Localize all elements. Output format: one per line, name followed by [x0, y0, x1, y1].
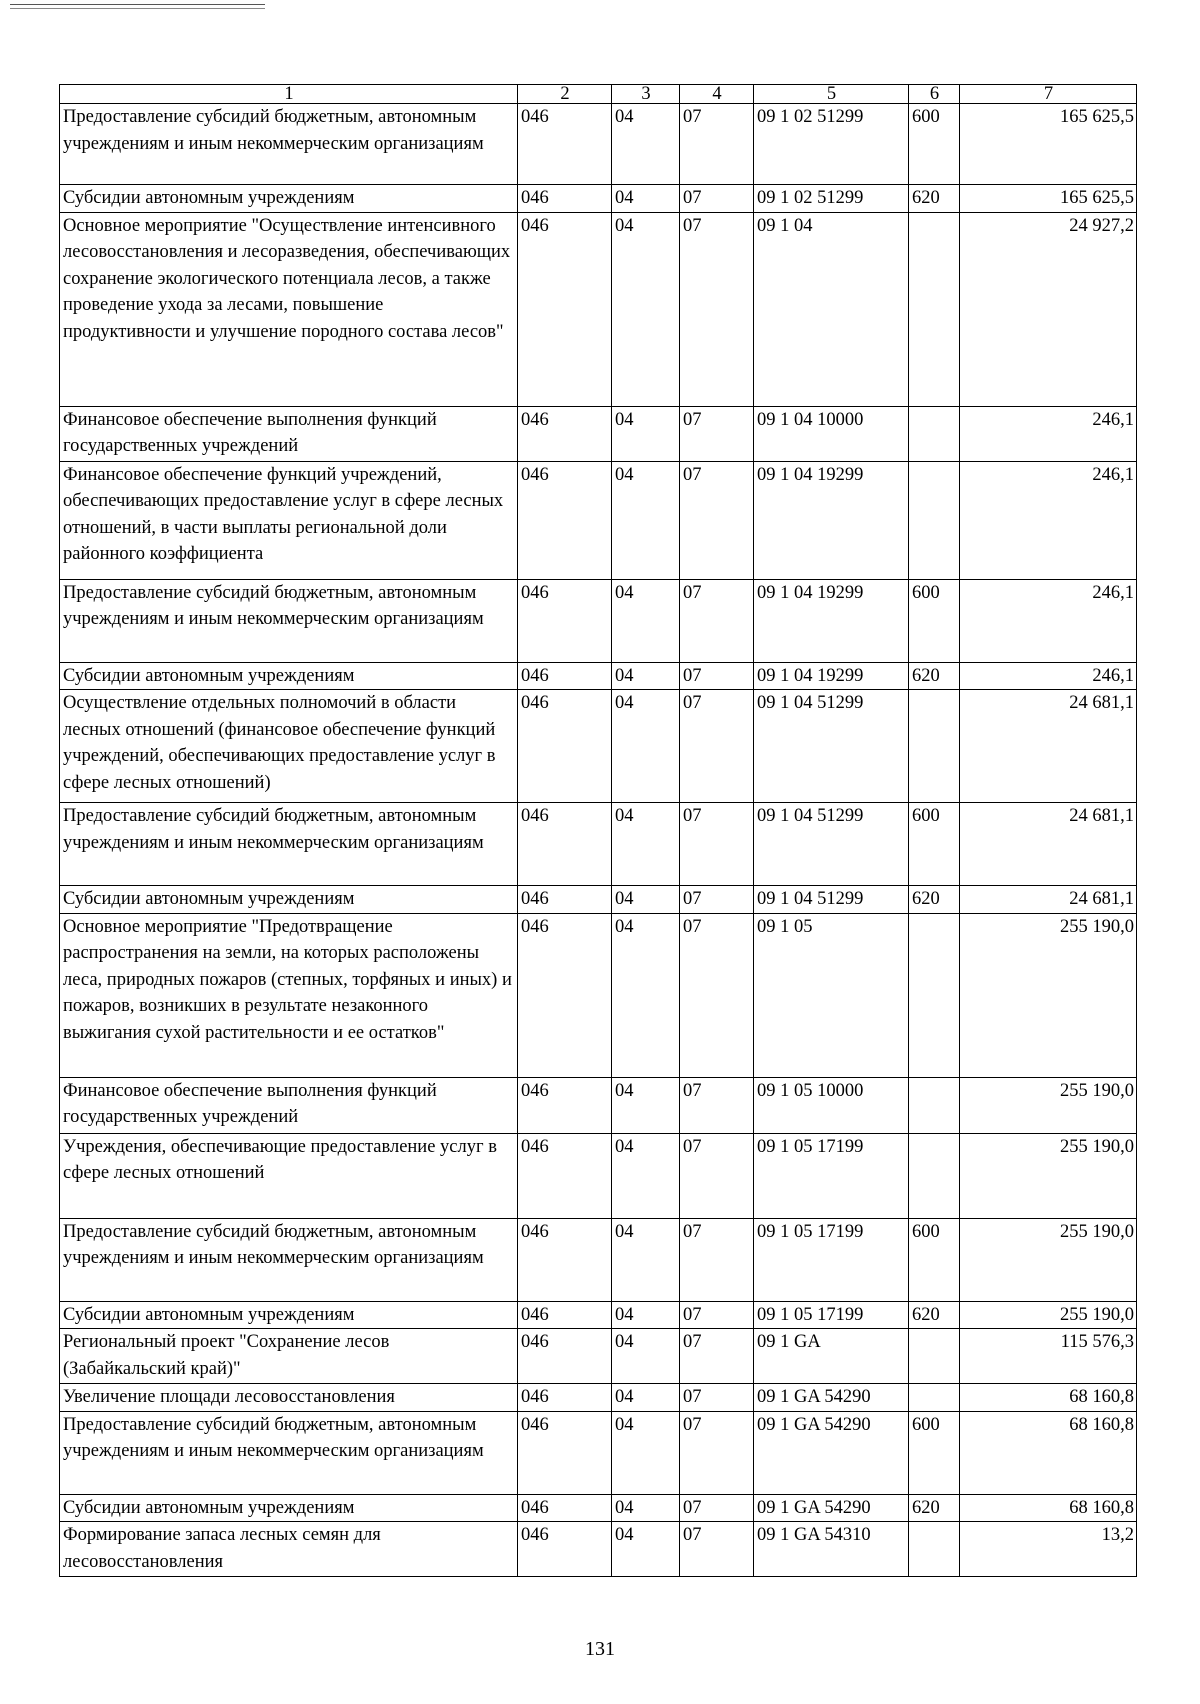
row-expense-type: 600	[909, 1411, 960, 1494]
row-subsection-code: 07	[680, 1411, 754, 1494]
table-row	[60, 104, 1137, 185]
row-section-code: 04	[612, 1522, 680, 1577]
row-section-code: 04	[612, 1494, 680, 1522]
row-amount: 246,1	[960, 461, 1137, 579]
column-header: 5	[754, 85, 909, 104]
row-name: Финансовое обеспечение выполнения функций государственных учреждений	[60, 406, 518, 461]
row-target-code: 09 1 GA 54310	[754, 1522, 909, 1577]
row-expense-type: 620	[909, 185, 960, 213]
row-ministry-code: 046	[518, 212, 612, 406]
row-subsection-code: 07	[680, 185, 754, 213]
column-header: 3	[612, 85, 680, 104]
row-subsection-code: 07	[680, 406, 754, 461]
row-subsection-code: 07	[680, 913, 754, 1077]
row-target-code: 09 1 04 51299	[754, 690, 909, 803]
row-ministry-code: 046	[518, 1218, 612, 1301]
row-section-code: 04	[612, 1329, 680, 1384]
page-number: 131	[585, 1638, 615, 1660]
row-ministry-code: 046	[518, 185, 612, 213]
row-section-code: 04	[612, 1411, 680, 1494]
row-subsection-code: 07	[680, 1077, 754, 1133]
table-row	[60, 913, 1137, 1077]
row-name: Финансовое обеспечение функций учреждений, обеспечивающих предоставление услуг в сфере лесных отношений, в части выплаты региональной доли районного коэффициента	[60, 461, 518, 579]
column-header: 7	[960, 85, 1137, 104]
row-amount: 255 190,0	[960, 913, 1137, 1077]
table-row	[60, 1411, 1137, 1494]
row-section-code: 04	[612, 1384, 680, 1412]
row-subsection-code: 07	[680, 1218, 754, 1301]
row-amount: 13,2	[960, 1522, 1137, 1577]
table-row	[60, 1077, 1137, 1133]
row-section-code: 04	[612, 406, 680, 461]
row-target-code: 09 1 04 51299	[754, 886, 909, 914]
row-expense-type	[909, 1329, 960, 1384]
row-ministry-code: 046	[518, 913, 612, 1077]
row-ministry-code: 046	[518, 1077, 612, 1133]
row-name: Субсидии автономным учреждениям	[60, 185, 518, 213]
row-subsection-code: 07	[680, 1494, 754, 1522]
row-target-code: 09 1 04 19299	[754, 461, 909, 579]
row-section-code: 04	[612, 1218, 680, 1301]
row-name: Осуществление отдельных полномочий в области лесных отношений (финансовое обеспечение функций учреждений, обеспечивающих предоставление услуг в сфере лесных отношений)	[60, 690, 518, 803]
row-subsection-code: 07	[680, 579, 754, 662]
row-target-code: 09 1 04 19299	[754, 662, 909, 690]
row-expense-type	[909, 1077, 960, 1133]
table-row	[60, 886, 1137, 914]
row-ministry-code: 046	[518, 1522, 612, 1577]
row-ministry-code: 046	[518, 104, 612, 185]
table-row	[60, 1522, 1137, 1577]
row-ministry-code: 046	[518, 406, 612, 461]
row-target-code: 09 1 GA 54290	[754, 1384, 909, 1412]
row-name: Субсидии автономным учреждениям	[60, 662, 518, 690]
row-ministry-code: 046	[518, 1494, 612, 1522]
row-subsection-code: 07	[680, 461, 754, 579]
table-header-row	[60, 85, 1137, 104]
row-ministry-code: 046	[518, 1384, 612, 1412]
row-target-code: 09 1 04 10000	[754, 406, 909, 461]
row-expense-type	[909, 913, 960, 1077]
row-name: Субсидии автономным учреждениям	[60, 1301, 518, 1329]
row-target-code: 09 1 04	[754, 212, 909, 406]
table-row	[60, 1218, 1137, 1301]
row-amount: 68 160,8	[960, 1384, 1137, 1412]
row-expense-type	[909, 406, 960, 461]
row-expense-type	[909, 690, 960, 803]
row-name: Субсидии автономным учреждениям	[60, 1494, 518, 1522]
column-header: 6	[909, 85, 960, 104]
row-section-code: 04	[612, 662, 680, 690]
row-name: Предоставление субсидий бюджетным, автономным учреждениям и иным некоммерческим организациям	[60, 1411, 518, 1494]
row-subsection-code: 07	[680, 1384, 754, 1412]
row-target-code: 09 1 02 51299	[754, 104, 909, 185]
row-expense-type: 600	[909, 803, 960, 886]
table-row	[60, 461, 1137, 579]
row-section-code: 04	[612, 579, 680, 662]
row-section-code: 04	[612, 1133, 680, 1218]
row-name: Формирование запаса лесных семян для лесовосстановления	[60, 1522, 518, 1577]
row-name: Предоставление субсидий бюджетным, автономным учреждениям и иным некоммерческим организациям	[60, 1218, 518, 1301]
row-amount: 68 160,8	[960, 1494, 1137, 1522]
row-expense-type: 620	[909, 662, 960, 690]
row-subsection-code: 07	[680, 1301, 754, 1329]
column-header: 2	[518, 85, 612, 104]
row-section-code: 04	[612, 212, 680, 406]
row-ministry-code: 046	[518, 1301, 612, 1329]
budget-table	[59, 84, 1137, 1577]
row-ministry-code: 046	[518, 1133, 612, 1218]
row-expense-type: 620	[909, 886, 960, 914]
row-amount: 246,1	[960, 662, 1137, 690]
row-section-code: 04	[612, 185, 680, 213]
scan-edge-line	[10, 4, 265, 5]
row-amount: 165 625,5	[960, 185, 1137, 213]
row-amount: 24 681,1	[960, 803, 1137, 886]
row-amount: 24 681,1	[960, 690, 1137, 803]
table-row	[60, 1329, 1137, 1384]
row-name: Основное мероприятие "Предотвращение распространения на земли, на которых расположены леса, природных пожаров (степных, торфяных и иных) и пожаров, возникших в результате незаконного выжигания сухой растительности и ее остатков"	[60, 913, 518, 1077]
row-amount: 246,1	[960, 406, 1137, 461]
row-target-code: 09 1 05 17199	[754, 1133, 909, 1218]
row-expense-type	[909, 1522, 960, 1577]
row-amount: 255 190,0	[960, 1301, 1137, 1329]
row-expense-type: 620	[909, 1494, 960, 1522]
row-target-code: 09 1 02 51299	[754, 185, 909, 213]
row-name: Предоставление субсидий бюджетным, автономным учреждениям и иным некоммерческим организациям	[60, 803, 518, 886]
row-name: Предоставление субсидий бюджетным, автономным учреждениям и иным некоммерческим организациям	[60, 579, 518, 662]
row-target-code: 09 1 GA	[754, 1329, 909, 1384]
row-subsection-code: 07	[680, 662, 754, 690]
row-amount: 246,1	[960, 579, 1137, 662]
row-name: Региональный проект "Сохранение лесов (Забайкальский край)"	[60, 1329, 518, 1384]
row-name: Учреждения, обеспечивающие предоставление услуг в сфере лесных отношений	[60, 1133, 518, 1218]
row-section-code: 04	[612, 803, 680, 886]
table-row	[60, 579, 1137, 662]
row-name: Финансовое обеспечение выполнения функций государственных учреждений	[60, 1077, 518, 1133]
row-expense-type: 620	[909, 1301, 960, 1329]
row-amount: 165 625,5	[960, 104, 1137, 185]
row-name: Предоставление субсидий бюджетным, автономным учреждениям и иным некоммерческим организациям	[60, 104, 518, 185]
row-expense-type	[909, 1133, 960, 1218]
column-header: 4	[680, 85, 754, 104]
row-ministry-code: 046	[518, 1329, 612, 1384]
row-target-code: 09 1 05	[754, 913, 909, 1077]
row-amount: 24 681,1	[960, 886, 1137, 914]
row-ministry-code: 046	[518, 886, 612, 914]
row-ministry-code: 046	[518, 1411, 612, 1494]
table-row	[60, 406, 1137, 461]
row-subsection-code: 07	[680, 886, 754, 914]
row-target-code: 09 1 GA 54290	[754, 1494, 909, 1522]
row-expense-type	[909, 212, 960, 406]
table-row	[60, 1301, 1137, 1329]
row-amount: 24 927,2	[960, 212, 1137, 406]
row-amount: 255 190,0	[960, 1218, 1137, 1301]
row-subsection-code: 07	[680, 803, 754, 886]
row-section-code: 04	[612, 1301, 680, 1329]
row-ministry-code: 046	[518, 662, 612, 690]
row-subsection-code: 07	[680, 690, 754, 803]
table-row	[60, 1133, 1137, 1218]
row-subsection-code: 07	[680, 1133, 754, 1218]
row-expense-type: 600	[909, 1218, 960, 1301]
table-row	[60, 803, 1137, 886]
scan-edge-line	[10, 8, 265, 9]
table-row	[60, 690, 1137, 803]
row-ministry-code: 046	[518, 690, 612, 803]
row-target-code: 09 1 04 51299	[754, 803, 909, 886]
table-row	[60, 212, 1137, 406]
row-section-code: 04	[612, 461, 680, 579]
row-subsection-code: 07	[680, 104, 754, 185]
row-subsection-code: 07	[680, 1522, 754, 1577]
row-section-code: 04	[612, 690, 680, 803]
row-expense-type	[909, 461, 960, 579]
table-row	[60, 1494, 1137, 1522]
row-amount: 68 160,8	[960, 1411, 1137, 1494]
row-amount: 255 190,0	[960, 1077, 1137, 1133]
row-name: Субсидии автономным учреждениям	[60, 886, 518, 914]
row-name: Основное мероприятие "Осуществление интенсивного лесовосстановления и лесоразведения, обеспечивающих сохранение экологического потенциала лесов, а также проведение ухода за лесами, повышение продуктивности и улучшение породного состава лесов"	[60, 212, 518, 406]
row-subsection-code: 07	[680, 212, 754, 406]
column-header: 1	[60, 85, 518, 104]
row-section-code: 04	[612, 913, 680, 1077]
row-name: Увеличение площади лесовосстановления	[60, 1384, 518, 1412]
row-expense-type	[909, 1384, 960, 1412]
row-target-code: 09 1 04 19299	[754, 579, 909, 662]
row-subsection-code: 07	[680, 1329, 754, 1384]
row-expense-type: 600	[909, 104, 960, 185]
row-target-code: 09 1 05 10000	[754, 1077, 909, 1133]
row-target-code: 09 1 05 17199	[754, 1218, 909, 1301]
row-ministry-code: 046	[518, 579, 612, 662]
row-section-code: 04	[612, 1077, 680, 1133]
table-row	[60, 662, 1137, 690]
row-target-code: 09 1 GA 54290	[754, 1411, 909, 1494]
row-amount: 255 190,0	[960, 1133, 1137, 1218]
row-ministry-code: 046	[518, 803, 612, 886]
row-expense-type: 600	[909, 579, 960, 662]
row-ministry-code: 046	[518, 461, 612, 579]
table-row	[60, 185, 1137, 213]
row-amount: 115 576,3	[960, 1329, 1137, 1384]
row-target-code: 09 1 05 17199	[754, 1301, 909, 1329]
table-row	[60, 1384, 1137, 1412]
row-section-code: 04	[612, 104, 680, 185]
row-section-code: 04	[612, 886, 680, 914]
